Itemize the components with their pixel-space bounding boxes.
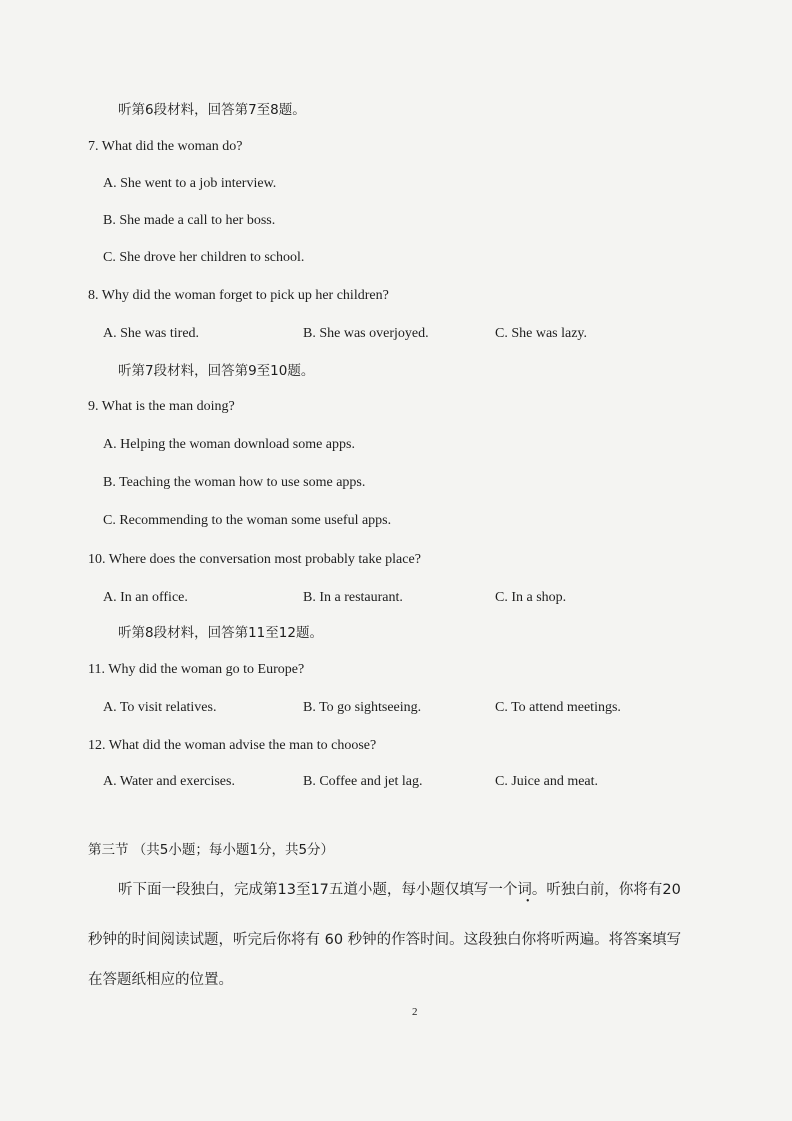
emphasis-dot: • <box>526 896 530 907</box>
question-8-option-a: A. She was tired. <box>103 326 200 341</box>
section-intro-8: 听第8段材料，回答第11至12题。 <box>118 625 323 641</box>
part3-instructions-line1: 听下面一段独白，完成第13至17五道小题，每小题仅填写一个词。听独白前，你将有20 <box>118 882 681 898</box>
question-11-option-a: A. To visit relatives. <box>103 700 217 715</box>
question-11: 11. Why did the woman go to Europe? <box>88 662 305 677</box>
question-8-option-c: C. She was lazy. <box>495 326 588 341</box>
question-11-option-b: B. To go sightseeing. <box>303 700 422 715</box>
question-9: 9. What is the man doing? <box>88 399 235 414</box>
question-12-option-b: B. Coffee and jet lag. <box>303 774 423 789</box>
question-12: 12. What did the woman advise the man to choose? <box>88 738 377 753</box>
question-7-option-b: B. She made a call to her boss. <box>103 213 276 228</box>
question-11-option-c: C. To attend meetings. <box>495 700 621 715</box>
question-9-option-b: B. Teaching the woman how to use some apps. <box>103 475 366 490</box>
question-12-option-c: C. Juice and meat. <box>495 774 599 789</box>
page-number: 2 <box>412 1006 418 1018</box>
question-7-option-c: C. She drove her children to school. <box>103 250 305 265</box>
question-8-option-b: B. She was overjoyed. <box>303 326 429 341</box>
question-7: 7. What did the woman do? <box>88 139 243 154</box>
question-10-option-a: A. In an office. <box>103 590 188 605</box>
question-12-option-a: A. Water and exercises. <box>103 774 235 789</box>
question-9-option-a: A. Helping the woman download some apps. <box>103 437 355 452</box>
part3-instructions-line2: 秒钟的时间阅读试题，听完后你将有 60 秒钟的作答时间。这段独白你将听两遍。将答案填写 <box>88 932 682 948</box>
question-10-option-b: B. In a restaurant. <box>303 590 403 605</box>
part3-instructions-line3: 在答题纸相应的位置。 <box>88 972 233 988</box>
question-10: 10. Where does the conversation most probably take place? <box>88 552 421 567</box>
section-intro-6: 听第6段材料，回答第7至8题。 <box>118 102 306 118</box>
question-7-option-a: A. She went to a job interview. <box>103 176 277 191</box>
section-intro-7: 听第7段材料，回答第9至10题。 <box>118 363 315 379</box>
question-8: 8. Why did the woman forget to pick up her children? <box>88 288 389 303</box>
part3-heading: 第三节 （共5小题；每小题1分，共5分） <box>88 842 335 858</box>
question-10-option-c: C. In a shop. <box>495 590 567 605</box>
question-9-option-c: C. Recommending to the woman some useful apps. <box>103 513 392 528</box>
